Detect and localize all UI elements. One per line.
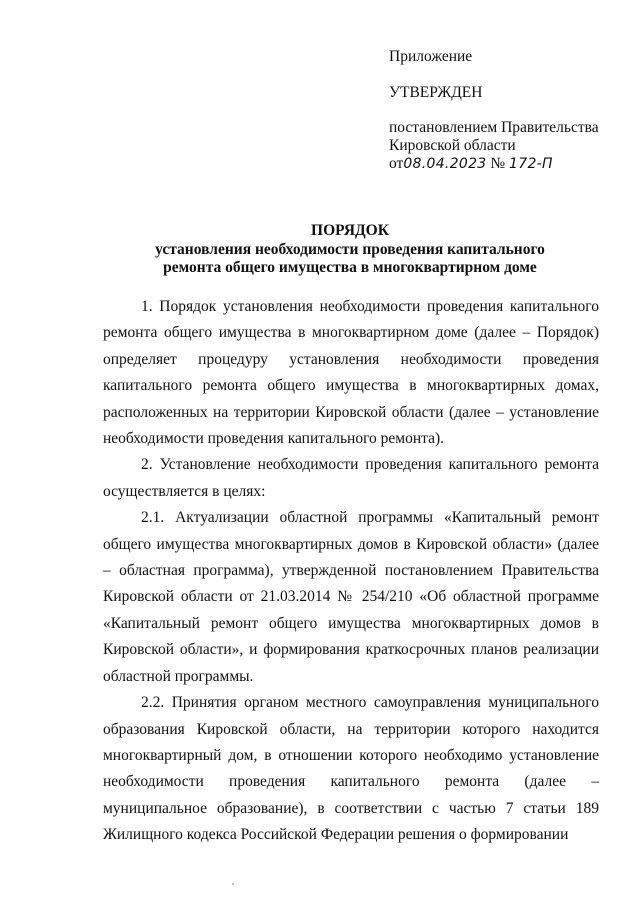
title-heading: ПОРЯДОК <box>311 222 389 239</box>
scan-speck <box>232 883 234 885</box>
title-subtitle-line-2: ремонта общего имущества в многоквартирном доме <box>163 259 537 276</box>
number-sign: № <box>486 155 510 172</box>
title-subtitle-line-1: установления необходимости проведения капитального <box>155 240 545 258</box>
resolution-date-line <box>389 155 629 173</box>
approval-block <box>389 48 629 173</box>
resolution-line-1: постановлением Правительства <box>389 119 599 136</box>
paragraph-1: 1. Порядок установления необходимости проведения капитального ремонта общего имущества в многоквартирном доме (далее – Порядок) определяет процедуру установления необходимости проведения капитального ремонта общего имущества в многоквартирных домах, расположенных на территории Кировской области (далее – установление необходимости проведения капитального ремонта). <box>103 298 599 448</box>
appendix-label: Приложение <box>389 48 473 65</box>
handwritten-number: 172-П <box>509 156 553 172</box>
document-title <box>100 222 600 278</box>
paragraph-2-1: 2.1. Актуализации областной программы «Капитальный ремонт общего имущества многоквартирных домов в Кировской области» (далее – областная программа), утвержденной постановлением Правительства Кировской области от 21.03.2014 № 254/210 «Об областной программе «Капитальный ремонт общего имущества многоквартирных домов в Кировской области», и формирования краткосрочных планов реализации областной программы. <box>103 509 599 685</box>
handwritten-date: 08.04.2023 <box>403 156 487 172</box>
resolution-line-2: Кировской области <box>389 137 516 154</box>
approved-label: УТВЕРЖДЕН <box>389 84 483 101</box>
paragraph-2: 2. Установление необходимости проведения капитального ремонта осуществляется в целях: <box>103 456 599 500</box>
paragraph-2-2: 2.2. Принятия органом местного самоуправления муниципального образования Кировской области, на территории которого находится многоквартирный дом, в отношении которого необходимо установление необходимости проведения капитального ремонта (далее – муниципальное образование), в соответствии с частью 7 статьи 189 Жилищного кодекса Российской Федерации решения о формировании <box>103 694 599 844</box>
date-prefix: от <box>389 155 404 172</box>
document-body <box>103 294 599 849</box>
